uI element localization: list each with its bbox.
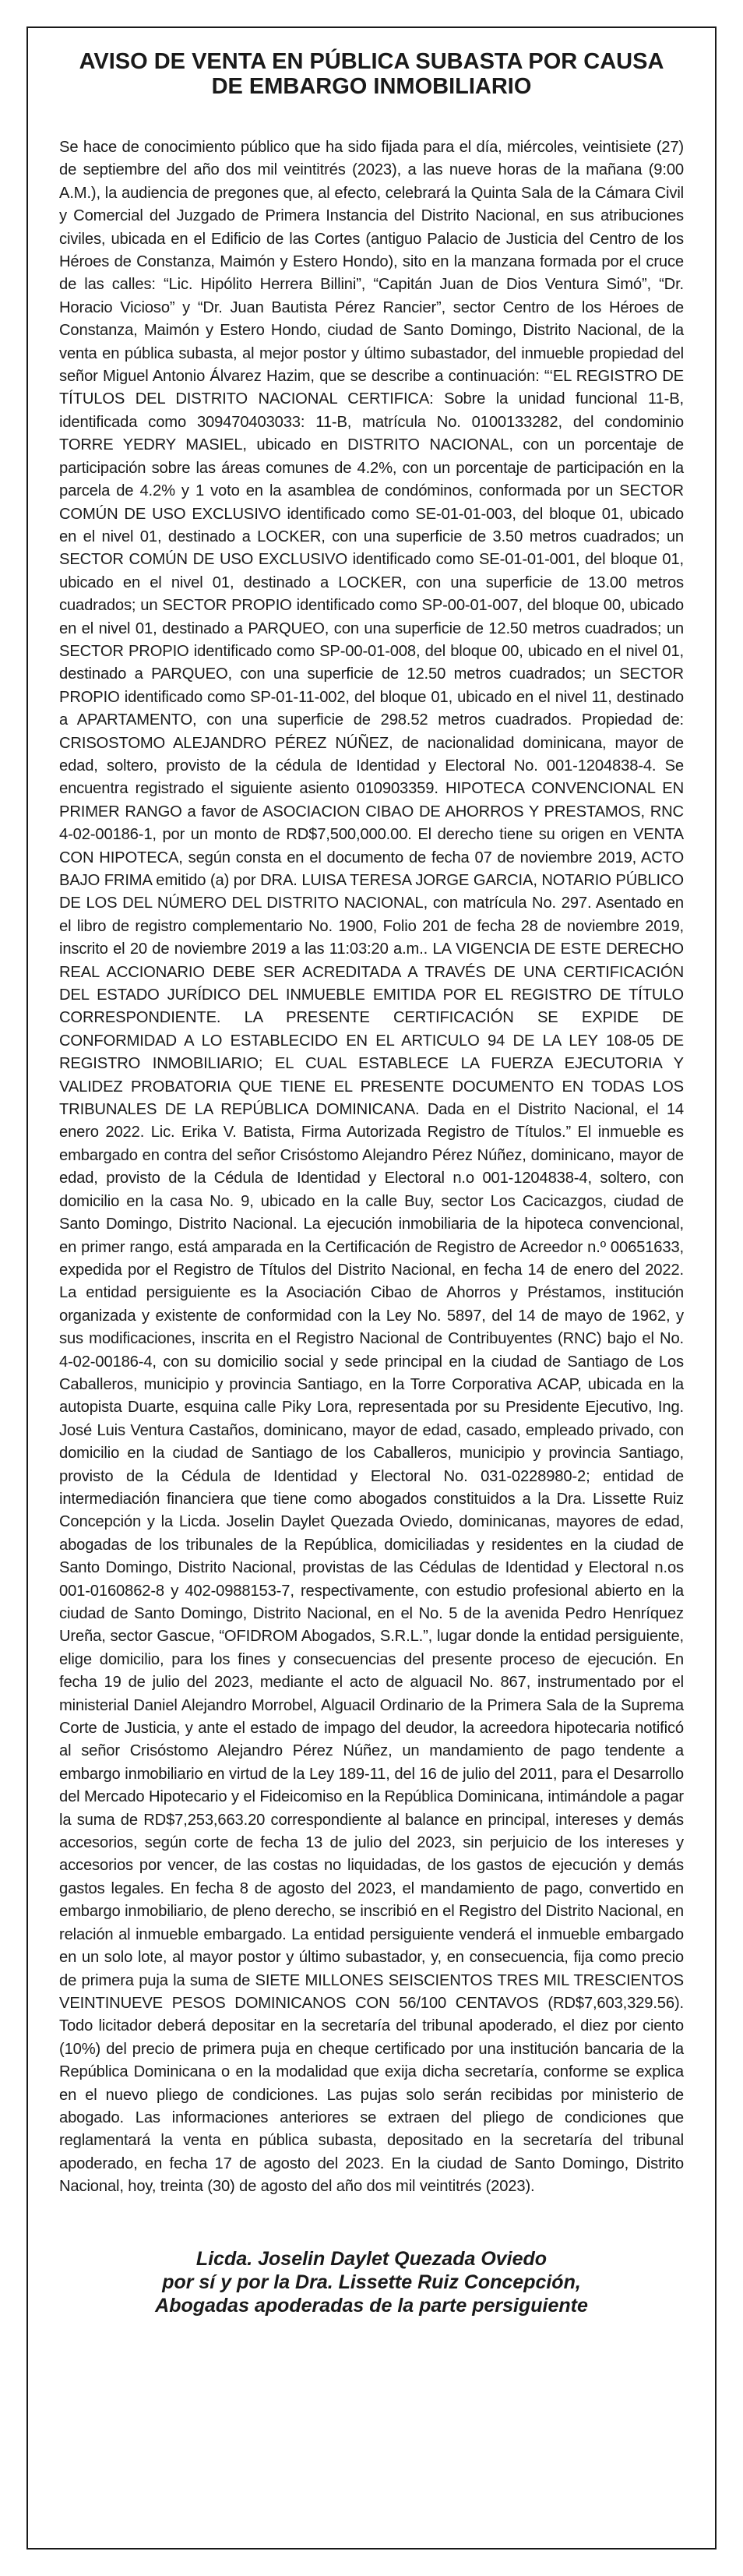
- notice-title: [59, 49, 684, 99]
- notice-title-line-1: AVISO DE VENTA EN PÚBLICA SUBASTA POR CAUSA: [79, 49, 664, 74]
- signature-line-3: Abogadas apoderadas de la parte persiguiente: [155, 2294, 588, 2317]
- signature-line-1: Licda. Joselin Daylet Quezada Oviedo: [195, 2247, 548, 2270]
- signature-block: [59, 2247, 684, 2317]
- legal-notice: [26, 26, 717, 2550]
- notice-body: Se hace de conocimiento público que ha sido fijada para el día, miércoles, veintisiete (27) de septiembre del año dos mil veintitrés (2023), a las nueve horas de la mañana (9:00 A.M.), la audiencia de pregones que, al efecto, celebrará la Quinta Sala de la Cámara Civil y Comercial del Juzgado de Primera Instancia del Distrito Nacional, en sus atribuciones civiles, ubicada en el Edificio de las Cortes (antiguo Palacio de Justicia del Centro de los Héroes de Constanza, Maimón y Estero Hondo), sito en la manzana formada por el cruce de las calles: “Lic. Hipólito Herrera Billini”, “Capitán Juan de Dios Ventura Simó”, “Dr. Horacio Vicioso” y “Dr. Juan Bautista Pérez Rancier”, sector Centro de los Héroes de Constanza, Maimón y Estero Hondo, ciudad de Santo Domingo, Distrito Nacional, de la venta en pública subasta, al mejor postor y último subastador, del inmueble propiedad del señor Miguel Antonio Álvarez Hazim, que se describe a continuación: “‘EL REGISTRO DE TÍTULOS DEL DISTRITO NACIONAL CERTIFICA: Sobre la unidad funcional 11-B, identificada como 309470403033: 11-B, matrícula No. 0100133282, del condominio TORRE YEDRY MASIEL, ubicado en DISTRITO NACIONAL, con un porcentaje de participación sobre las áreas comunes de 4.2%, con un porcentaje de participación en la parcela de 4.2% y 1 voto en la asamblea de condóminos, conformada por un SECTOR COMÚN DE USO EXCLUSIVO identificado como SE-01-01-003, del bloque 01, ubicado en el nivel 01, destinado a LOCKER, con una superficie de 3.50 metros cuadrados; un SECTOR COMÚN DE USO EXCLUSIVO identificado como SE-01-01-001, del bloque 01, ubicado en el nivel 01, destinado a LOCKER, con una superficie de 13.00 metros cuadrados; un SECTOR PROPIO identificado como SP-00-01-007, del bloque 00, ubicado en el nivel 01, destinado a PARQUEO, con una superficie de 12.50 metros cuadrados; un SECTOR PROPIO identificado como SP-00-01-008, del bloque 00, ubicado en el nivel 01, destinado a PARQUEO, con una superficie de 12.50 metros cuadrados; un SECTOR PROPIO identificado como SP-01-11-002, del bloque 01, ubicado en el nivel 11, destinado a APARTAMENTO, con una superficie de 298.52 metros cuadrados. Propiedad de: CRISOSTOMO ALEJANDRO PÉREZ NÚÑEZ, de nacionalidad dominicana, mayor de edad, soltero, provisto de la cédula de Identidad y Electoral No. 001-1204838-4. Se encuentra registrado el siguiente asiento 010903359. HIPOTECA CONVENCIONAL EN PRIMER RANGO a favor de ASOCIACION CIBAO DE AHORROS Y PRESTAMOS, RNC 4-02-00186-1, por un monto de RD$7,500,000.00. El derecho tiene su origen en VENTA CON HIPOTECA, según consta en el documento de fecha 07 de noviembre 2019, ACTO BAJO FRIMA emitido (a) por DRA. LUISA TERESA JORGE GARCIA, NOTARIO PÚBLICO DE LOS DEL NÚMERO DEL DISTRITO NACIONAL, con matrícula No. 297. Asentado en el libro de registro complementario No. 1900, Folio 201 de fecha 28 de noviembre 2019, inscrito el 20 de noviembre 2019 a las 11:03:20 a.m.. LA VIGENCIA DE ESTE DERECHO REAL ACCIONARIO DEBE SER ACREDITADA A TRAVÉS DE UNA CERTIFICACIÓN DEL ESTADO JURÍDICO DEL INMUEBLE EMITIDA POR EL REGISTRO DE TÍTULO CORRESPONDIENTE. LA PRESENTE CERTIFICACIÓN SE EXPIDE DE CONFORMIDAD A LO ESTABLECIDO EN EL ARTICULO 94 DE LA LEY 108-05 DE REGISTRO INMOBILIARIO; EL CUAL ESTABLECE LA FUERZA EJECUTORIA Y VALIDEZ PROBATORIA QUE TIENE EL PRESENTE DOCUMENTO EN TODAS LOS TRIBUNALES DE LA REPÚBLICA DOMINICANA. Dada en el Distrito Nacional, el 14 enero 2022. Lic. Erika V. Batista, Firma Autorizada Registro de Títulos.” El inmueble es embargado en contra del señor Crisóstomo Alejandro Pérez Núñez, dominicano, mayor de edad, provisto de la Cédula de Identidad y Electoral n.o 001-1204838-4, soltero, con domicilio en la casa No. 9, ubicado en la calle Buy, sector Los Cacicazgos, ciudad de Santo Domingo, Distrito Nacional. La ejecución inmobiliaria de la hipoteca convencional, en primer rango, está amparada en la Certificación de Registro de Acreedor n.º 00651633, expedida por el Registro de Títulos del Distrito Nacional, en fecha 14 de enero del 2022. La entidad persiguiente es la Asociación Cibao de Ahorros y Préstamos, institución organizada y existente de conformidad con la Ley No. 5897, del 14 de mayo de 1962, y sus modificaciones, inscrita en el Registro Nacional de Contribuyentes (RNC) bajo el No. 4-02-00186-4, con su domicilio social y sede principal en la ciudad de Santiago de Los Caballeros, municipio y provincia Santiago, en la Torre Corporativa ACAP, ubicada en la autopista Duarte, esquina calle Piky Lora, representada por su Presidente Ejecutivo, Ing. José Luis Ventura Castaños, dominicano, mayor de edad, casado, empleado privado, con domicilio en la ciudad de Santiago de los Caballeros, municipio y provincia Santiago, provisto de la Cédula de Identidad y Electoral No. 031-0228980-2; entidad de intermediación financiera que tiene como abogados constituidos a la Dra. Lissette Ruiz Concepción y la Licda. Joselin Daylet Quezada Oviedo, dominicanas, mayores de edad, abogadas de los tribunales de la República, domiciliadas y residentes en la ciudad de Santo Domingo, Distrito Nacional, provistas de las Cédulas de Identidad y Electoral n.os 001-0160862-8 y 402-0988153-7, respectivamente, con estudio profesional abierto en la ciudad de Santo Domingo, Distrito Nacional, en el No. 5 de la avenida Pedro Henríquez Ureña, sector Gascue, “OFIDROM Abogados, S.R.L.”, lugar donde la entidad persiguiente, elige domicilio, para los fines y consecuencias del presente proceso de ejecución. En fecha 19 de julio del 2023, mediante el acto de alguacil No. 867, instrumentado por el ministerial Daniel Alejandro Morrobel, Alguacil Ordinario de la Primera Sala de la Suprema Corte de Justicia, y ante el estado de impago del deudor, la acreedora hipotecaria notificó al señor Crisóstomo Alejandro Pérez Núñez, un mandamiento de pago tendente a embargo inmobiliario en virtud de la Ley 189-11, del 16 de julio del 2011, para el Desarrollo del Mercado Hipotecario y el Fideicomiso en la República Dominicana, intimándole a pagar la suma de RD$7,253,663.20 correspondiente al balance en principal, intereses y demás accesorios, según corte de fecha 13 de julio del 2023, sin perjuicio de los intereses y accesorios por vencer, de las costas no liquidadas, de los gastos de ejecución y demás gastos legales. En fecha 8 de agosto del 2023, el mandamiento de pago, convertido en embargo inmobiliario, de pleno derecho, se inscribió en el Registro del Distrito Nacional, en relación al inmueble embargado. La entidad persiguiente venderá el inmueble embargado en un solo lote, al mayor postor y último subastador, y, en consecuencia, fija como precio de primera puja la suma de SIETE MILLONES SEISCIENTOS TRES MIL TRESCIENTOS VEINTINUEVE PESOS DOMINICANOS CON 56/100 CENTAVOS (RD$7,603,329.56). Todo licitador deberá depositar en la secretaría del tribunal apoderado, el diez por ciento (10%) del precio de primera puja en cheque certificado por una institución bancaria de la República Dominicana o en la modalidad que exija dicha secretaría, conforme se explica en el nuevo pliego de condiciones. Las pujas solo serán recibidas por ministerio de abogado. Las informaciones anteriores se extraen del pliego de condiciones que reglamentará la venta en pública subasta, depositado en la secretaría del tribunal apoderado, en fecha 17 de agosto del 2023. En la ciudad de Santo Domingo, Distrito Nacional, hoy, treinta (30) de agosto del año dos mil veintitrés (2023).: [59, 139, 684, 2196]
- signature-line-2: por sí y por la Dra. Lissette Ruiz Concepción,: [162, 2271, 581, 2293]
- notice-title-line-2: DE EMBARGO INMOBILIARIO: [211, 74, 532, 99]
